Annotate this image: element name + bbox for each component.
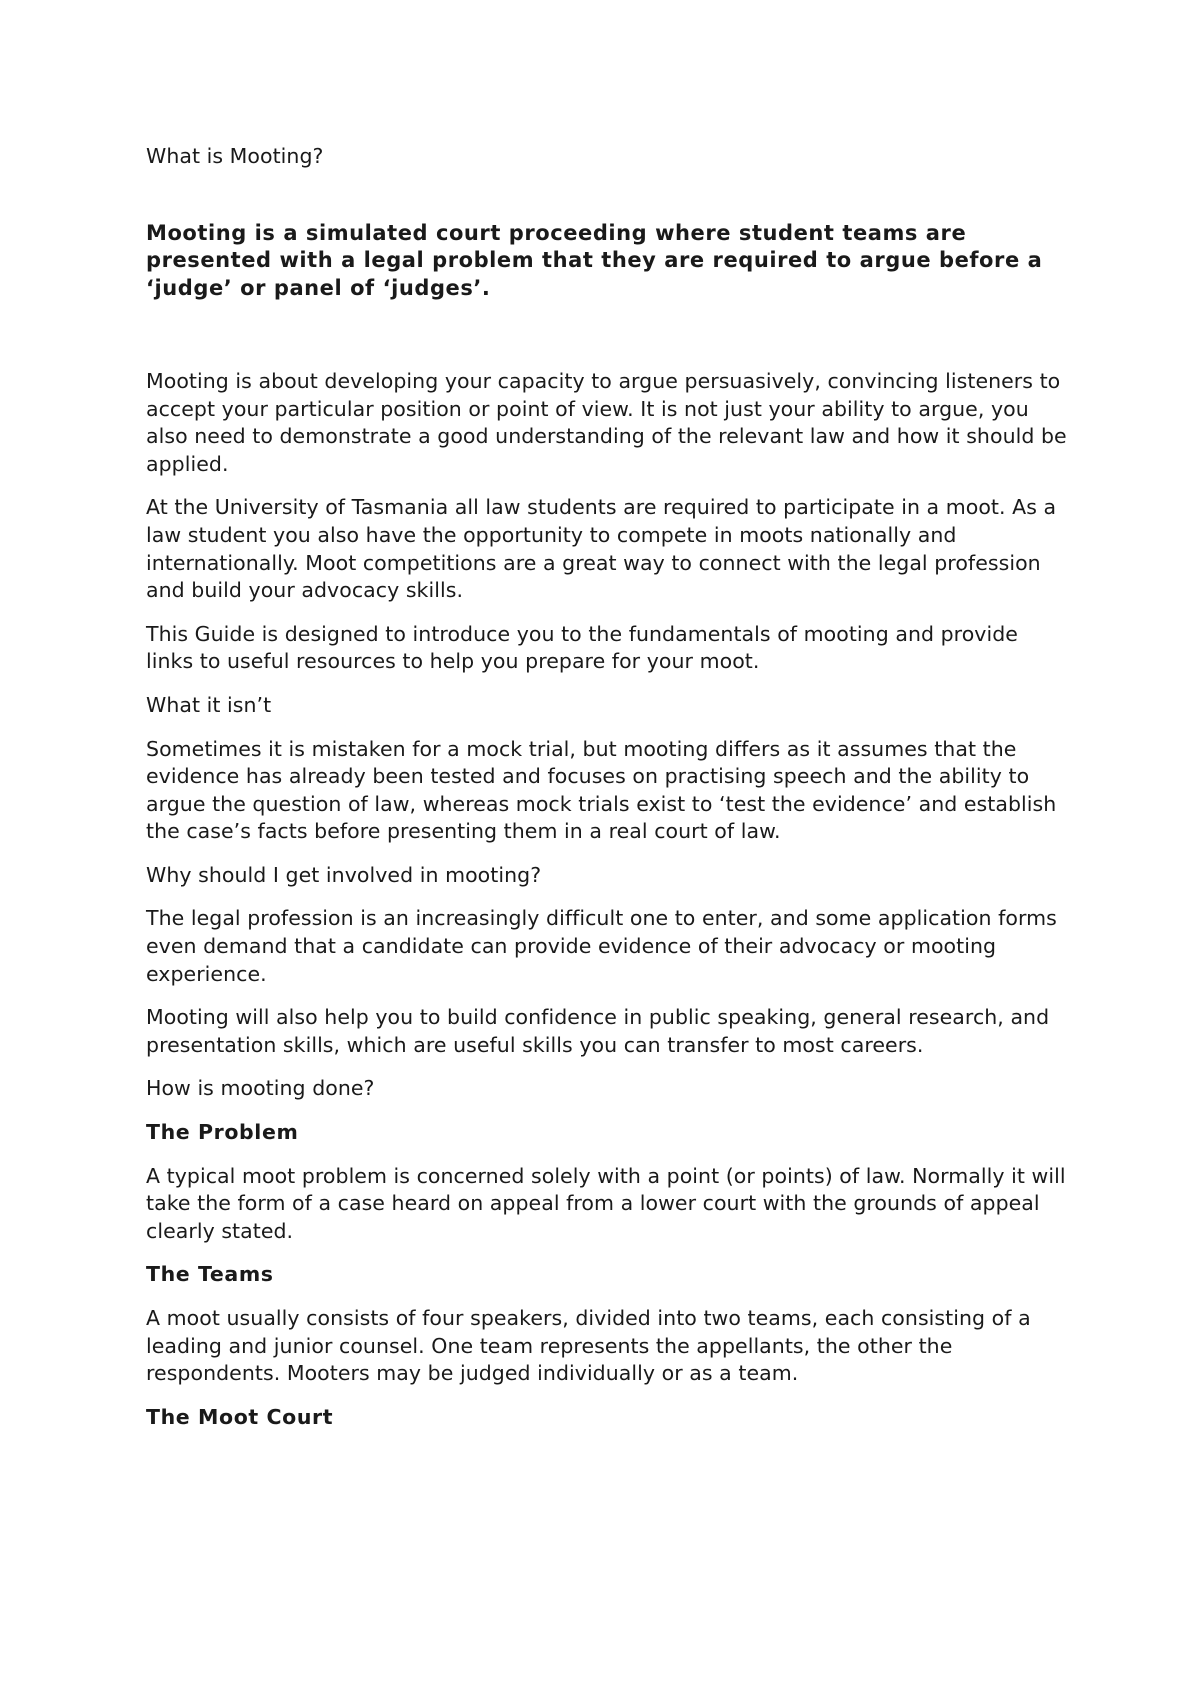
lead-definition: Mooting is a simulated court proceeding where student teams are presented with a legal problem that they are required to argue before a ‘judge’ or panel of ‘judges’.: [146, 220, 1043, 301]
problem-paragraph: A typical moot problem is concerned solely with a point (or points) of law. Normally it will take the form of a case heard on appeal from a lower court with the grounds of appeal clearly stated.: [146, 1163, 1066, 1243]
document-title: What is Mooting?: [146, 144, 324, 168]
section-heading-why: Why should I get involved in mooting?: [146, 862, 542, 887]
document-body: [146, 143, 1070, 1447]
section-heading-what-it-isnt: What it isn’t: [146, 692, 272, 717]
subheading-the-moot-court: The Moot Court: [146, 1404, 334, 1429]
why-paragraph-2: Mooting will also help you to build confidence in public speaking, general research, and presentation skills, which are useful skills you can transfer to most careers.: [146, 1005, 1050, 1057]
subheading-the-problem: The Problem: [146, 1120, 299, 1145]
what-it-isnt-paragraph: Sometimes it is mistaken for a mock trial, but mooting differs as it assumes that the evidence has already been tested and focuses on practising speech and the ability to argue the question of law, whereas mock trials exist to ‘test the evidence’ and establish the case’s facts before presenting them in a real court of law.: [146, 736, 1057, 844]
why-paragraph-1: The legal profession is an increasingly difficult one to enter, and some application forms even demand that a candidate can provide evidence of their advocacy or mooting experience.: [146, 906, 1057, 986]
intro-paragraph-2: At the University of Tasmania all law students are required to participate in a moot. As a law student you also have the opportunity to compete in moots nationally and internationally. Moot competitions are a great way to connect with the legal profession and build your advocacy skills.: [146, 495, 1057, 603]
section-heading-how: How is mooting done?: [146, 1076, 375, 1101]
teams-paragraph: A moot usually consists of four speakers, divided into two teams, each consisting of a leading and junior counsel. One team represents the appellants, the other the respondents. Mooters may be judged individually or as a team.: [146, 1306, 1031, 1386]
subheading-the-teams: The Teams: [146, 1262, 274, 1287]
intro-paragraph-1: Mooting is about developing your capacity to argue persuasively, convincing listeners to accept your particular position or point of view. It is not just your ability to argue, you also need to demonstrate a good understanding of the relevant law and how it should be applied.: [146, 368, 1067, 476]
intro-paragraph-3: This Guide is designed to introduce you to the fundamentals of mooting and provide links to useful resources to help you prepare for your moot.: [146, 621, 1018, 674]
